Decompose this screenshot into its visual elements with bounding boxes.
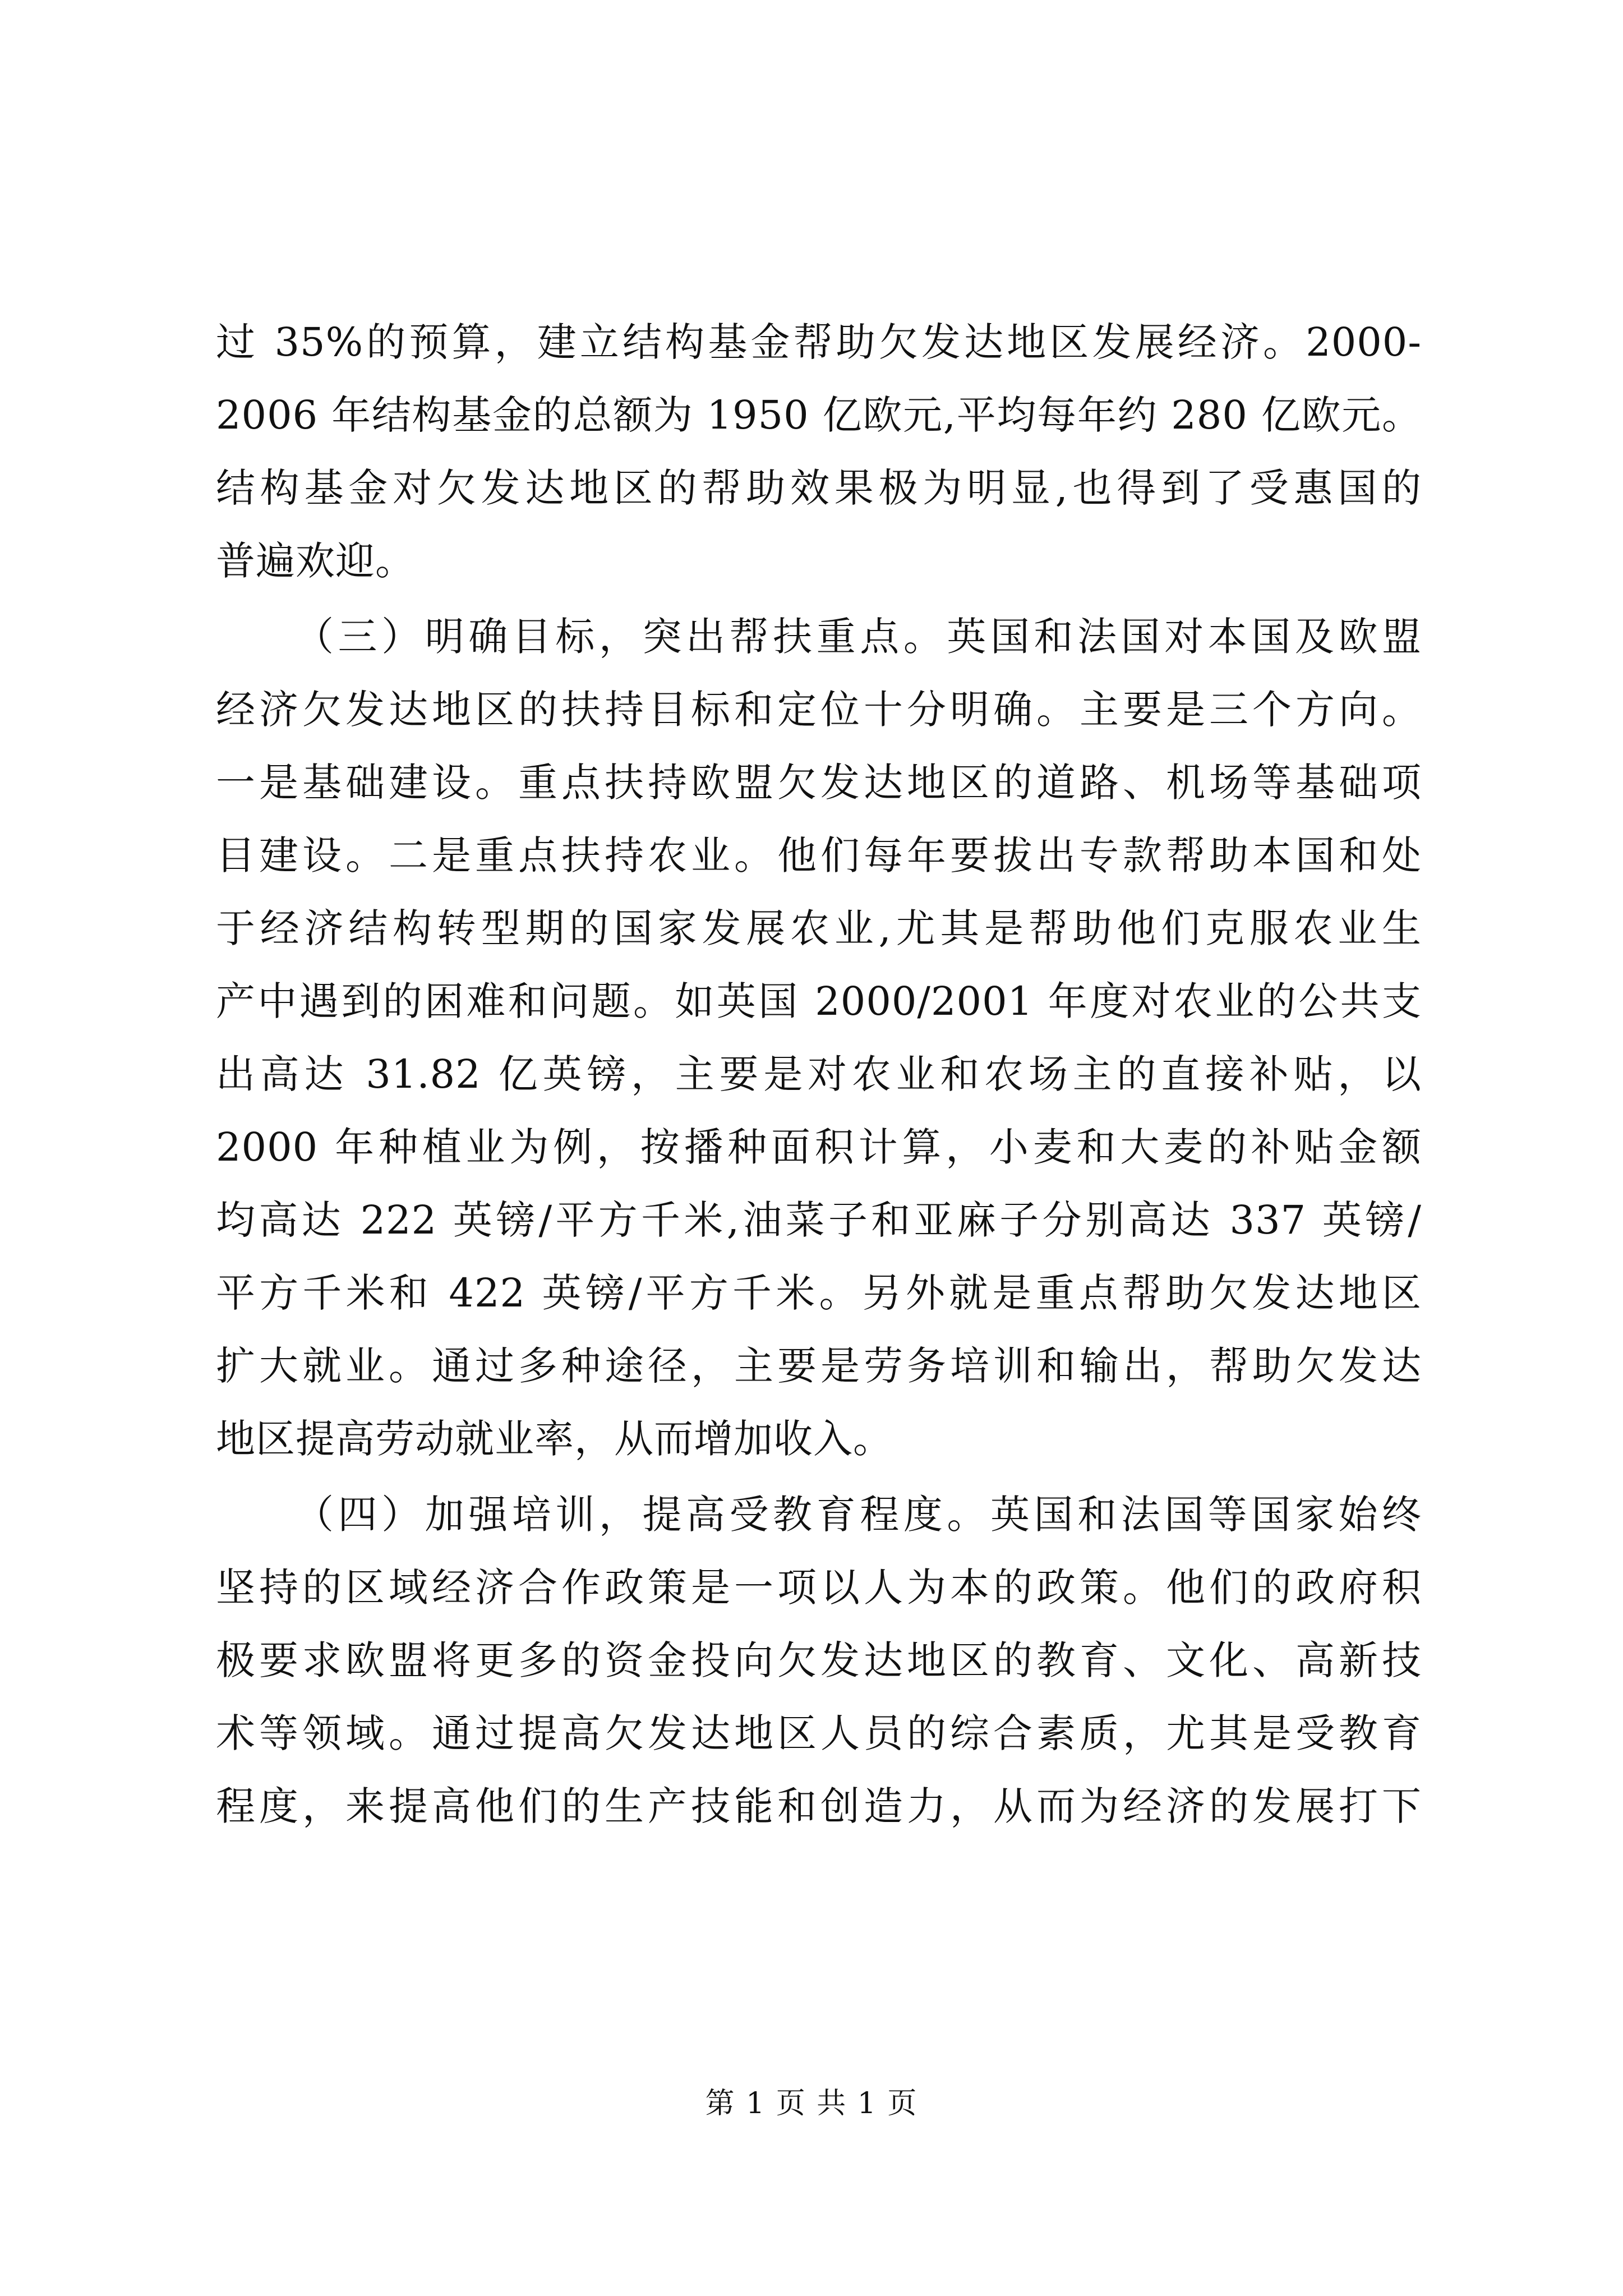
text-line: 均高达 222 英镑/平方千米,油菜子和亚麻子分别高达 337 英镑/ [216, 1197, 1422, 1243]
section-heading-line: （三）明确目标，突出帮扶重点。英国和法国对本国及欧盟 [294, 614, 1422, 660]
text-line: 地区提高劳动就业率，从而增加收入。 [216, 1416, 893, 1462]
text-line: 2000 年种植业为例，按播种面积计算，小麦和大麦的补贴金额 [216, 1124, 1422, 1170]
text-line: 普遍欢迎。 [216, 538, 415, 584]
text-line: 平方千米和 422 英镑/平方千米。另外就是重点帮助欠发达地区 [216, 1270, 1422, 1316]
text-line: 产中遇到的困难和问题。如英国 2000/2001 年度对农业的公共支 [216, 978, 1422, 1024]
section-heading-line: （四）加强培训，提高受教育程度。英国和法国等国家始终 [294, 1492, 1422, 1538]
text-line: 极要求欧盟将更多的资金投向欠发达地区的教育、文化、高新技 [216, 1637, 1422, 1683]
text-line: 目建设。二是重点扶持农业。他们每年要拔出专款帮助本国和处 [216, 832, 1422, 878]
page-footer: 第 1 页 共 1 页 [705, 2087, 918, 2120]
text-line: 于经济结构转型期的国家发展农业,尤其是帮助他们克服农业生 [216, 905, 1422, 951]
text-line: 扩大就业。通过多种途径，主要是劳务培训和输出，帮助欠发达 [216, 1343, 1422, 1389]
text-line: 程度，来提高他们的生产技能和创造力，从而为经济的发展打下 [216, 1783, 1422, 1829]
text-line: 一是基础建设。重点扶持欧盟欠发达地区的道路、机场等基础项 [216, 760, 1422, 806]
text-line: 结构基金对欠发达地区的帮助效果极为明显,也得到了受惠国的 [216, 465, 1422, 511]
text-line: 过 35%的预算，建立结构基金帮助欠发达地区发展经济。2000- [216, 319, 1422, 365]
text-line: 经济欠发达地区的扶持目标和定位十分明确。主要是三个方向。 [216, 687, 1422, 733]
text-line: 2006 年结构基金的总额为 1950 亿欧元,平均每年约 280 亿欧元。 [216, 392, 1422, 438]
text-line: 出高达 31.82 亿英镑，主要是对农业和农场主的直接补贴，以 [216, 1051, 1422, 1097]
text-line: 术等领域。通过提高欠发达地区人员的综合素质，尤其是受教育 [216, 1710, 1422, 1756]
text-line: 坚持的区域经济合作政策是一项以人为本的政策。他们的政府积 [216, 1565, 1422, 1611]
